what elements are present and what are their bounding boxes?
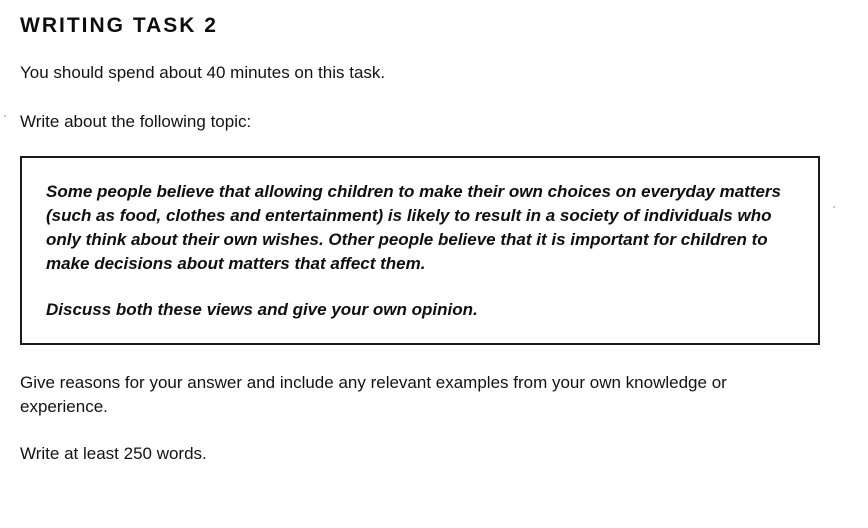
instruction-time: You should spend about 40 minutes on this task. (20, 63, 386, 82)
scan-speck (833, 206, 835, 208)
scan-speck (4, 115, 6, 117)
closing-instruction: Give reasons for your answer and include any relevant examples from your own knowledge or experience. (20, 372, 727, 416)
page-title: WRITING TASK 2 (20, 14, 218, 37)
prompt-box (20, 156, 820, 345)
word-requirement: Write at least 250 words. (20, 443, 207, 463)
prompt-directive: Discuss both these views and give your own opinion. (46, 300, 478, 320)
instruction-topic: Write about the following topic: (20, 111, 252, 131)
prompt-statement: Some people believe that allowing children to make their own choices on everyday matters (such as food, clothes and entertainment) is likely to result in a society of individuals who only think about their own wishes. Other people believe that it is important for children to make decisions about matters that affect them. (46, 181, 781, 274)
